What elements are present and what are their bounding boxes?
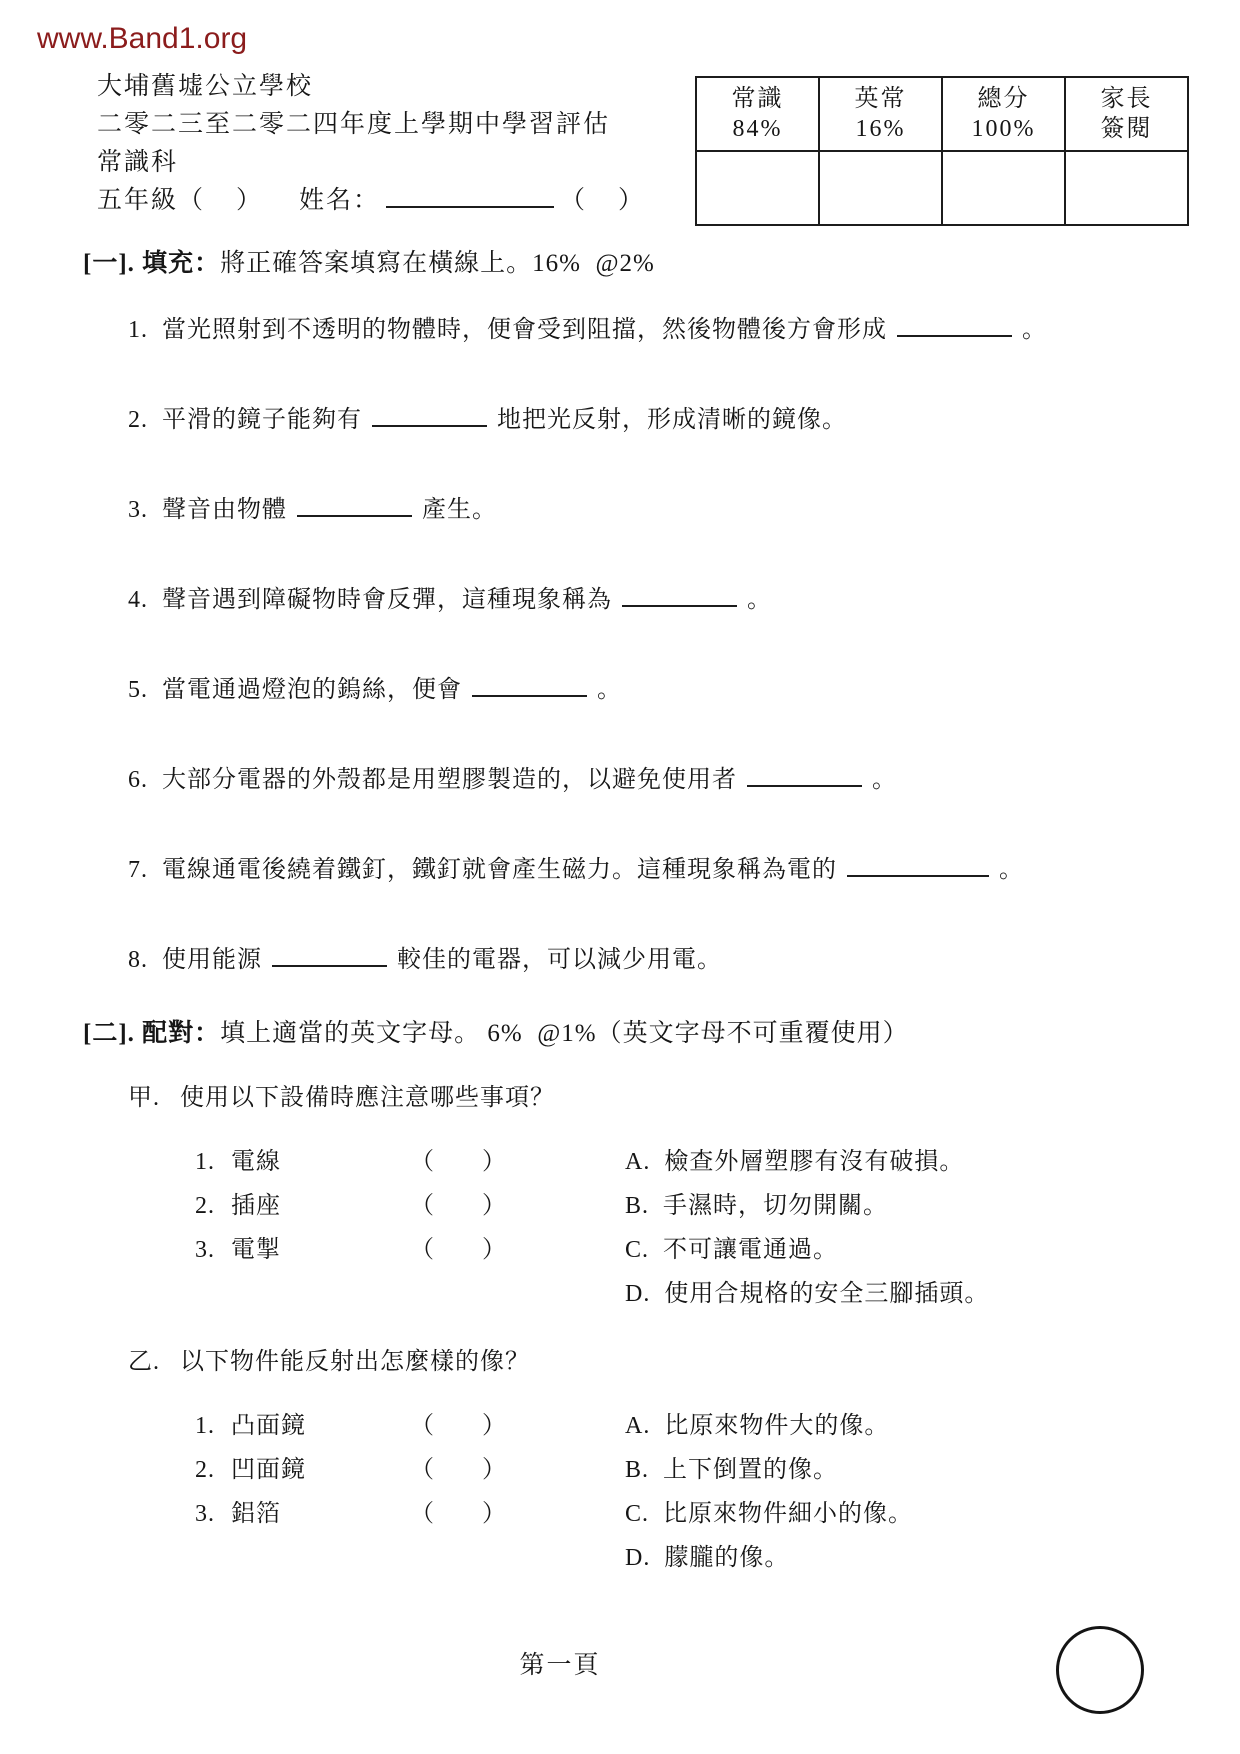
question-text-after: 。 (872, 767, 897, 793)
option-letter: A. (625, 1413, 651, 1439)
group-label: 甲. (128, 1085, 160, 1111)
item-number: 3. (195, 1237, 215, 1263)
option-letter: C. (625, 1237, 650, 1263)
match-group-b (83, 1344, 1193, 1580)
option-text: 比原來物件細小的像。 (663, 1501, 914, 1527)
score-cell-value: 84% (732, 116, 783, 142)
item-number: 2. (195, 1457, 215, 1483)
score-cell-value: 簽閱 (1100, 116, 1153, 142)
band1-watermark-link[interactable]: www.Band1.org (37, 22, 248, 55)
name-blank-line[interactable] (386, 186, 554, 208)
item-text: 凸面鏡 (231, 1413, 306, 1439)
section-2-instruction: 填上適當的英文字母。 6% @1%（英文字母不可重覆使用） (220, 1020, 909, 1047)
answer-blank[interactable] (272, 945, 387, 967)
score-cell-label: 英常 (854, 86, 907, 112)
fill-question-1 (128, 312, 1193, 348)
fill-question-4 (128, 582, 1193, 618)
match-row (195, 1228, 1193, 1272)
answer-blank[interactable] (622, 585, 737, 607)
answer-blank[interactable] (297, 495, 412, 517)
fill-question-6 (128, 762, 1193, 798)
question-number: 7. (128, 857, 148, 883)
subject-name: 常識科 (97, 149, 179, 176)
score-cell-total (942, 77, 1065, 151)
question-number: 2. (128, 407, 148, 433)
match-item-empty (195, 1536, 410, 1580)
question-text: 平滑的鏡子能夠有 (162, 407, 362, 433)
match-option (625, 1184, 1193, 1228)
match-item (195, 1448, 410, 1492)
question-text: 電線通電後繞着鐵釘，鐵釘就會產生磁力。這種現象稱為電的 (162, 857, 837, 883)
score-entry-cell[interactable] (819, 151, 942, 225)
score-cell-label: 常識 (731, 86, 784, 112)
item-text: 鋁箔 (231, 1501, 281, 1527)
question-text-after: 。 (747, 587, 772, 613)
match-item-empty (195, 1272, 410, 1316)
score-cell-value: 100% (971, 116, 1036, 142)
assessment-title: 二零二三至二零二四年度上學期中學習評估 (97, 111, 611, 138)
grade-name-line (97, 182, 647, 220)
match-group-b-title (128, 1344, 1193, 1380)
match-row (195, 1492, 1193, 1536)
fill-question-3 (128, 492, 1193, 528)
item-text: 電線 (231, 1149, 281, 1175)
match-item (195, 1140, 410, 1184)
question-text-after: 。 (597, 677, 622, 703)
exam-header (97, 68, 647, 220)
option-letter: B. (625, 1193, 650, 1219)
match-row (195, 1184, 1193, 1228)
item-number: 1. (195, 1149, 215, 1175)
answer-blank[interactable] (747, 765, 862, 787)
item-number: 3. (195, 1501, 215, 1527)
score-entry-cell[interactable] (942, 151, 1065, 225)
section-1-instruction: 將正確答案填寫在橫線上。16% @2% (220, 250, 655, 277)
match-option (625, 1272, 1193, 1316)
answer-paren-blank[interactable]: （ ） (410, 1237, 518, 1263)
answer-paren-blank[interactable]: （ ） (410, 1193, 518, 1219)
item-number: 2. (195, 1193, 215, 1219)
match-option (625, 1228, 1193, 1272)
question-number: 5. (128, 677, 148, 703)
section-2-heading (83, 1016, 1193, 1052)
item-text: 插座 (231, 1193, 281, 1219)
name-label: 姓名： (299, 187, 381, 214)
option-text: 使用合規格的安全三腳插頭。 (664, 1281, 990, 1307)
answer-paren-blank[interactable]: （ ） (410, 1501, 518, 1527)
option-text: 手濕時，切勿開關。 (663, 1193, 889, 1219)
match-row (195, 1536, 1193, 1580)
score-entry-cell[interactable] (1065, 151, 1188, 225)
option-letter: D. (625, 1545, 651, 1571)
score-header-row (696, 77, 1188, 151)
fill-question-7 (128, 852, 1193, 888)
group-question: 以下物件能反射出怎麼樣的像？ (180, 1349, 530, 1375)
stamp-circle (1056, 1626, 1144, 1714)
option-text: 比原來物件大的像。 (664, 1413, 890, 1439)
exam-body (83, 246, 1193, 1580)
question-number: 6. (128, 767, 148, 793)
question-text-after: 產生。 (422, 497, 497, 523)
match-option (625, 1492, 1193, 1536)
option-letter: B. (625, 1457, 650, 1483)
match-row (195, 1448, 1193, 1492)
paren-empty (410, 1536, 625, 1580)
question-number: 1. (128, 317, 148, 343)
question-text: 當電通過燈泡的鎢絲，便會 (162, 677, 462, 703)
question-text-after: 。 (999, 857, 1024, 883)
section-2-label: [二]. 配對： (83, 1020, 221, 1047)
section-1-heading (83, 246, 1193, 282)
option-text: 檢查外層塑膠有沒有破損。 (664, 1149, 965, 1175)
grade-label: 五年級 (97, 187, 179, 214)
match-item (195, 1228, 410, 1272)
item-text: 凹面鏡 (231, 1457, 306, 1483)
item-number: 1. (195, 1413, 215, 1439)
answer-paren-blank[interactable]: （ ） (410, 1457, 518, 1483)
match-item (195, 1492, 410, 1536)
option-text: 不可讓電通過。 (663, 1237, 839, 1263)
match-row (195, 1404, 1193, 1448)
option-letter: A. (625, 1149, 651, 1175)
fill-question-2 (128, 402, 1193, 438)
match-row (195, 1140, 1193, 1184)
group-question: 使用以下設備時應注意哪些事項？ (180, 1085, 555, 1111)
question-text: 大部分電器的外殼都是用塑膠製造的，以避免使用者 (162, 767, 737, 793)
match-option (625, 1404, 1193, 1448)
score-cell-label: 總分 (977, 86, 1030, 112)
answer-blank[interactable] (897, 315, 1012, 337)
match-item (195, 1404, 410, 1448)
question-text: 聲音遇到障礙物時會反彈，這種現象稱為 (162, 587, 612, 613)
question-text-after: 。 (1022, 317, 1047, 343)
option-text: 朦朧的像。 (664, 1545, 790, 1571)
school-name: 大埔舊墟公立學校 (97, 73, 314, 100)
option-text: 上下倒置的像。 (663, 1457, 839, 1483)
score-cell-general-studies (696, 77, 819, 151)
match-option (625, 1448, 1193, 1492)
option-letter: D. (625, 1281, 651, 1307)
paren-empty (410, 1272, 625, 1316)
match-group-a (83, 1080, 1193, 1316)
option-letter: C. (625, 1501, 650, 1527)
answer-blank[interactable] (847, 855, 989, 877)
fill-question-8 (128, 942, 1193, 978)
match-group-a-title (128, 1080, 1193, 1116)
group-label: 乙. (128, 1349, 160, 1375)
answer-blank[interactable] (372, 405, 487, 427)
match-row (195, 1272, 1193, 1316)
score-entry-cell[interactable] (696, 151, 819, 225)
score-entry-row (696, 151, 1188, 225)
question-text: 使用能源 (162, 947, 262, 973)
item-text: 電掣 (231, 1237, 281, 1263)
question-text-after: 地把光反射，形成清晰的鏡像。 (497, 407, 847, 433)
question-text: 聲音由物體 (162, 497, 287, 523)
match-option (625, 1140, 1193, 1184)
answer-paren-blank[interactable]: （ ） (410, 1413, 518, 1439)
score-cell-label: 家長 (1100, 86, 1153, 112)
question-number: 8. (128, 947, 148, 973)
class-number-paren-blank[interactable]: （ ） (560, 187, 648, 214)
score-table (695, 76, 1189, 226)
class-paren-blank[interactable]: （ ） (178, 187, 266, 214)
fill-question-5 (128, 672, 1193, 708)
score-cell-english-general (819, 77, 942, 151)
match-item (195, 1184, 410, 1228)
match-option (625, 1536, 1193, 1580)
answer-paren-blank[interactable]: （ ） (410, 1149, 518, 1175)
section-1-label: [一]. 填充： (83, 250, 221, 277)
score-cell-parent-signature (1065, 77, 1188, 151)
score-cell-value: 16% (855, 116, 906, 142)
question-text-after: 較佳的電器，可以減少用電。 (397, 947, 722, 973)
question-text: 當光照射到不透明的物體時，便會受到阻擋，然後物體後方會形成 (162, 317, 887, 343)
question-number: 3. (128, 497, 148, 523)
question-number: 4. (128, 587, 148, 613)
answer-blank[interactable] (472, 675, 587, 697)
page-number: 第一頁 (519, 1652, 601, 1679)
